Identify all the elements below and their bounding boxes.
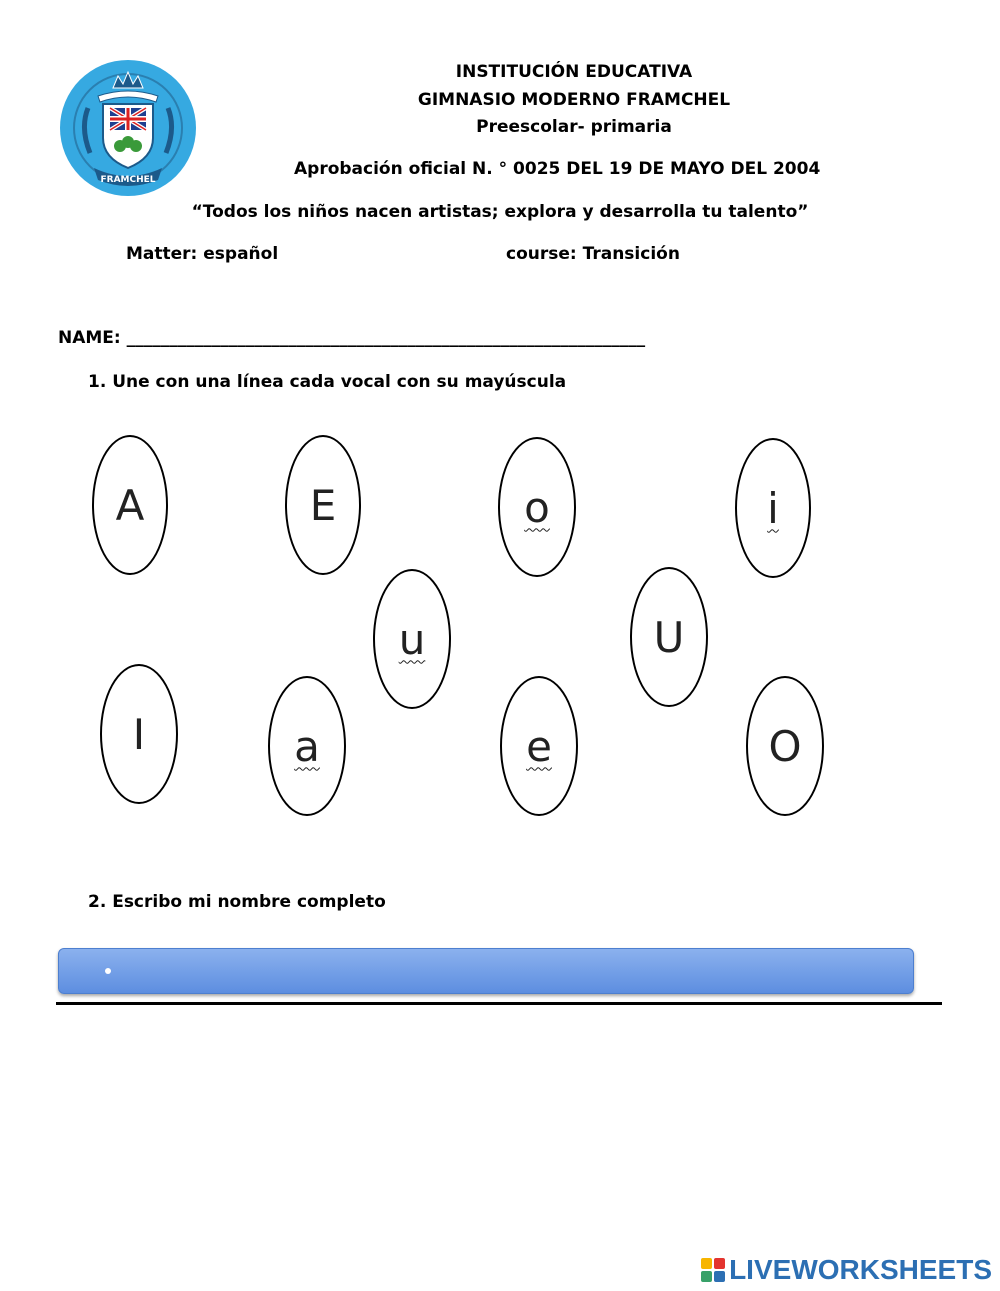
letter-text: E	[309, 480, 337, 530]
letter-oval[interactable]	[746, 676, 824, 816]
question-2: 2. Escribo mi nombre completo	[88, 892, 386, 912]
liveworksheets-logo-icon	[701, 1258, 725, 1282]
liveworksheets-brand[interactable]	[701, 1254, 992, 1286]
school-crest-icon	[58, 58, 198, 198]
full-name-input[interactable]	[58, 948, 914, 994]
letter-text: U	[653, 612, 685, 662]
approval-text: Aprobación oficial N. ° 0025 DEL 19 DE MAYO DEL 2004	[294, 159, 821, 179]
letter-text: a	[294, 721, 320, 771]
brand-text: LIVEWORKSHEETS	[729, 1254, 992, 1285]
letter-oval[interactable]	[735, 438, 811, 578]
institution-heading: INSTITUCIÓN EDUCATIVA	[455, 62, 693, 82]
name-field	[58, 328, 645, 348]
course-label: course: Transición	[506, 244, 680, 264]
school-name: GIMNASIO MODERNO FRAMCHEL	[417, 90, 731, 110]
letter-oval[interactable]	[498, 437, 576, 577]
letter-text: i	[767, 483, 779, 533]
school-level: Preescolar- primaria	[476, 117, 672, 137]
letter-oval[interactable]	[285, 435, 361, 575]
name-blank[interactable]: _____________________________________________________________	[126, 328, 646, 348]
letter-oval[interactable]	[100, 664, 178, 804]
letter-oval[interactable]	[268, 676, 346, 816]
letter-text: o	[524, 482, 550, 532]
letter-text: e	[526, 721, 552, 771]
letter-text: O	[768, 721, 802, 771]
letter-oval[interactable]	[630, 567, 708, 707]
logo-name: FRAMCHEL	[100, 175, 156, 185]
bullet-icon	[105, 968, 111, 974]
matter-label: Matter: español	[126, 244, 279, 264]
letter-oval[interactable]	[373, 569, 451, 709]
letter-text: I	[132, 709, 146, 759]
letter-text: u	[398, 614, 426, 664]
letter-text: A	[115, 480, 145, 530]
motto-text: “Todos los niños nacen artistas; explora y desarrolla tu talento”	[191, 202, 809, 222]
question-1: 1. Une con una línea cada vocal con su mayúscula	[88, 372, 567, 392]
name-label: NAME:	[58, 328, 127, 348]
divider-line	[56, 1002, 942, 1005]
letter-oval[interactable]	[92, 435, 168, 575]
letter-oval[interactable]	[500, 676, 578, 816]
